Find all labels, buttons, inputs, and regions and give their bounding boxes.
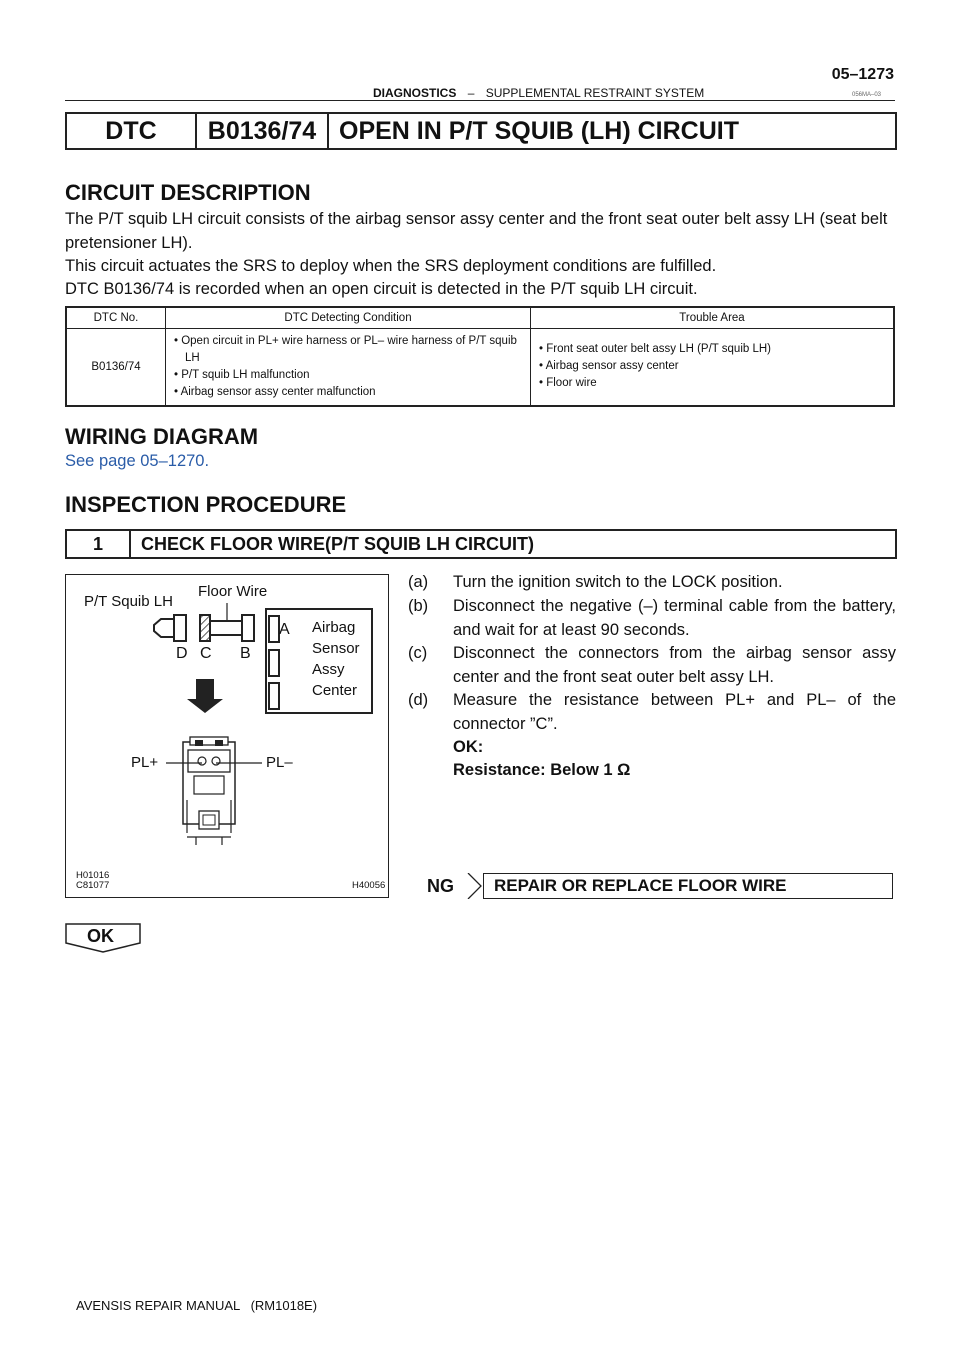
circuit-description-p3: DTC B0136/74 is recorded when an open circuit is detected in the P/T squib LH circuit. [65,280,698,298]
step-a [408,571,896,595]
table-header-row [66,307,894,329]
dtc-no-cell: B0136/74 [66,329,166,407]
step-label: (c) [408,644,428,662]
figure-code-1: H01016 [76,870,110,881]
step-label: (b) [408,597,429,615]
trouble-area-cell [531,329,895,407]
step-text: Turn the ignition switch to the LOCK position. [453,573,783,591]
step-c [408,642,896,689]
figure-code-3: H40056 [352,880,386,891]
inspection-procedure-heading: INSPECTION PROCEDURE [65,492,347,517]
dtc-title: OPEN IN P/T SQUIB (LH) CIRCUIT [339,116,739,145]
connector-figure [65,574,389,898]
label-pl-plus: PL+ [131,754,159,771]
step-label: (d) [408,691,429,709]
footer-manual-title: AVENSIS REPAIR MANUAL (RM1018E) [76,1298,318,1313]
header-trouble-area: Trouble Area [531,307,895,329]
condition-item: • Airbag sensor assy center malfunction [174,386,376,398]
section-separator: – [467,86,475,100]
circuit-description-p2: This circuit actuates the SRS to deploy when the SRS deployment conditions are fulfilled. [65,257,717,275]
area-item: • Airbag sensor assy center [539,360,679,372]
resistance-spec [408,759,896,783]
wiring-page-link[interactable]: See page 05–1270. [65,452,210,470]
ok-tag [65,923,141,953]
area-item: • Front seat outer belt assy LH (P/T squib LH) [539,343,771,355]
step-1-box [65,529,897,559]
subsection-label: SUPPLEMENTAL RESTRAINT SYSTEM [485,86,705,100]
header-rule [65,100,895,101]
ng-tag [410,873,472,899]
label-connector-d: D [176,645,188,662]
circuit-description-heading: CIRCUIT DESCRIPTION [65,180,311,205]
step-text: Disconnect the connectors from the airbag sensor assy center and the front seat outer belt assy LH. [453,644,896,686]
section-label: DIAGNOSTICS [373,86,457,100]
dtc-code: B0136/74 [197,114,329,148]
figure-code-2: C81077 [76,880,110,891]
resistance-text: Resistance: Below 1 Ω [453,761,631,779]
ng-label: NG [427,876,454,896]
ng-action-box: REPAIR OR REPLACE FLOOR WIRE [483,873,893,899]
page-number: 05–1273 [831,66,894,83]
title-box [65,112,897,150]
step-d [408,689,896,736]
label-pl-minus: PL– [266,754,293,771]
circuit-description-p1: The P/T squib LH circuit consists of the airbag sensor assy center and the front seat outer belt assy LH (seat belt pretensioner LH). [65,210,888,252]
dtc-table [65,306,895,407]
condition-item: • P/T squib LH malfunction [174,369,310,381]
condition-cell [166,329,531,407]
airbag-line-4: Center [312,682,358,699]
condition-item: • Open circuit in PL+ wire harness or PL– wire harness of P/T squib LH [174,335,517,364]
step-title: CHECK FLOOR WIRE(P/T SQUIB LH CIRCUIT) [141,533,534,554]
step-number: 1 [67,531,131,557]
header-dtc-no: DTC No. [66,307,166,329]
step-text: Measure the resistance between PL+ and PL– of the connector ”C”. [453,691,896,733]
ok-heading-text: OK: [453,738,484,756]
label-floor-wire: Floor Wire [198,583,268,600]
ok-label: OK [87,926,114,946]
dtc-label: DTC [67,114,197,148]
label-pt-squib: P/T Squib LH [84,593,173,610]
label-connector-c: C [200,645,212,662]
area-item: • Floor wire [539,377,597,389]
wiring-diagram-heading: WIRING DIAGRAM [65,424,259,449]
step-b [408,595,896,642]
label-airbag-sensor [312,617,360,701]
airbag-line-3: Assy [312,661,345,678]
step-label: (a) [408,573,429,591]
header-section [373,86,704,100]
table-row [66,329,894,407]
label-connector-a: A [279,621,290,638]
airbag-line-1: Airbag [312,619,356,636]
label-connector-b: B [240,645,251,662]
ref-code: 056MA–03 [852,92,882,98]
header-condition: DTC Detecting Condition [166,307,531,329]
step-text: Disconnect the negative (–) terminal cable from the battery, and wait for at least 90 seconds. [453,597,896,639]
ok-heading [408,736,896,760]
airbag-line-2: Sensor [312,640,360,657]
